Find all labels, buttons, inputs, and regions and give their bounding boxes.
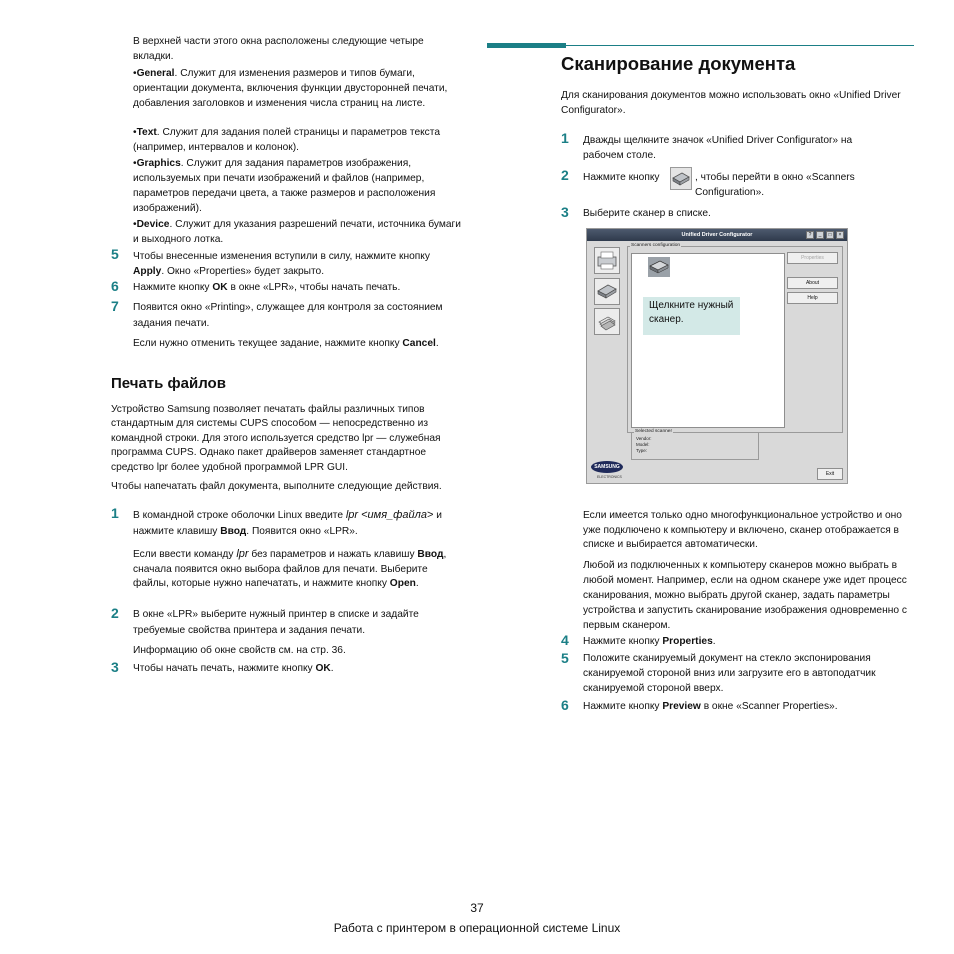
step-number: 6 (561, 697, 569, 713)
print-files-paragraph: Устройство Samsung позволяет печатать файлы различных типов стандартным для системы CUPS способом — непосредственно из командной строки. Для этого используется средство lpr — служебная программа CUPS. Однако пакет драйверов заменяет стандартное средство lpr более удобной программой LPR GUI. (111, 404, 441, 473)
bullet-text: . Служит для задания полей страницы и параметров текста (например, интервалов и колонок). (133, 127, 440, 153)
bullet-text: . Служит для задания параметров изображения, используемых при печати изображений и файлов (например, параметров передачи цвета, а также размеров и расположения изображений). (133, 158, 436, 214)
properties-button[interactable]: Properties (787, 252, 838, 264)
bullet-graphics: •Graphics. Служит для задания параметров изображения, используемых при печати изображений и файлов (например, параметров передачи цвета, а также размеров и расположения изображений). (133, 158, 436, 214)
step-number: 1 (111, 505, 119, 521)
step-double-click: Дважды щелкните значок «Unified Driver Configurator» на рабочем столе. (583, 135, 853, 161)
step-properties: Нажмите кнопку Properties. (583, 636, 716, 647)
bullet-term: Device (136, 219, 170, 230)
lpr-note: Если ввести команду lpr без параметров и нажать клавишу Ввод, сначала появится окно выбора файлов для печати. Выберите файлы, которые нужно напечатать, и нажмите кнопку Open. (133, 548, 447, 589)
bullet-general: •General. Служит для изменения размеров и типов бумаги, ориентации документа, включения функции двусторонней печати, добавления заголовков и изменения числа страниц на листе. (133, 68, 448, 109)
bullet-text: . Служит для изменения размеров и типов бумаги, ориентации документа, включения функции двусторонней печати, добавления заголовков и изменения числа страниц на листе. (133, 68, 448, 109)
help-title-button[interactable]: ? (806, 231, 814, 239)
bullet-device: •Device. Служит для указания разрешений печати, источника бумаги и выходного лотка. (133, 219, 461, 245)
section-heading-scan: Сканирование документа (561, 53, 796, 74)
scan-intro: Для сканирования документов можно использовать окно «Unified Driver Configurator». (561, 90, 901, 116)
help-button[interactable]: Help (787, 292, 838, 304)
window-title: Unified Driver Configurator (587, 229, 847, 241)
scanner-list[interactable] (631, 253, 785, 428)
intro-tabs-paragraph: В верхней части этого окна расположены следующие четыре вкладки. (133, 36, 424, 62)
page-footer: Работа с принтером в операционной системе Linux (333, 921, 621, 935)
step-select-scanner: Выберите сканер в списке. (583, 208, 711, 219)
minimize-button[interactable]: _ (816, 231, 824, 239)
close-button[interactable]: × (836, 231, 844, 239)
step-place-document: Положите сканируемый документ на стекло экспонирования сканируемой стороной вниз или загрузите его в автоподатчик сканируемой стороной вверх. (583, 653, 876, 694)
about-button[interactable]: About (787, 277, 838, 289)
step-lpr-command: В командной строке оболочки Linux введите lpr <имя_файла> и нажмите клавишу Ввод. Появится окно «LPR». (133, 509, 442, 537)
scanner-button-icon[interactable] (670, 167, 692, 190)
step-apply: Чтобы внесенные изменения вступили в силу, нажмите кнопку Apply. Окно «Properties» будет закрыто. (133, 251, 430, 277)
section-heading-print-files: Печать файлов (111, 375, 226, 392)
callout-select-scanner: Щелкните нужный сканер. (643, 297, 740, 335)
bullet-term: General (136, 68, 175, 79)
udc-window (586, 228, 848, 484)
step-number: 7 (111, 298, 119, 314)
step-number: 5 (111, 246, 119, 262)
bullet-term: Graphics (136, 158, 181, 169)
selected-label: Selected scanner (635, 429, 673, 434)
samsung-logo-sub: ELECTRONICS (597, 475, 622, 479)
bullet-text: . Служит для указания разрешений печати, источника бумаги и выходного лотка. (133, 219, 461, 245)
step-ok: Нажмите кнопку OK в окне «LPR», чтобы начать печать. (133, 282, 401, 293)
model-label: Model: (636, 442, 650, 447)
step-scanner-button-text: Нажмите кнопку (583, 172, 660, 183)
scanners-config-button[interactable] (594, 278, 620, 305)
properties-reference: Информацию об окне свойств см. на стр. 36. (133, 645, 346, 656)
bullet-term: Text (136, 127, 157, 138)
print-files-instructions: Чтобы напечатать файл документа, выполните следующие действия. (111, 481, 442, 492)
step-printing: Появится окно «Printing», служащее для контроля за состоянием задания печати. (133, 302, 443, 329)
scanner-list-item[interactable] (648, 257, 670, 277)
header-rule-accent (487, 43, 566, 48)
step-number: 5 (561, 650, 569, 666)
maximize-button[interactable]: □ (826, 231, 834, 239)
page-number: 37 (470, 901, 484, 915)
ports-config-button[interactable] (594, 308, 620, 335)
samsung-logo: SAMSUNG (591, 461, 623, 473)
step-number: 3 (111, 659, 119, 675)
step-number: 3 (561, 204, 569, 220)
step-number: 1 (561, 130, 569, 146)
step-scanner-config-text: , чтобы перейти в окно «Scanners Configuration». (695, 172, 855, 198)
step-number: 6 (111, 278, 119, 294)
step-select-printer: В окне «LPR» выберите нужный принтер в списке и задайте требуемые свойства принтера и задания печати. (133, 609, 419, 636)
group-label: Scanners configuration (631, 243, 681, 248)
vendor-label: Vendor: (636, 436, 652, 441)
exit-button[interactable]: Exit (817, 468, 843, 480)
step-preview: Нажмите кнопку Preview в окне «Scanner Properties». (583, 701, 838, 712)
step-start-print: Чтобы начать печать, нажмите кнопку OK. (133, 663, 334, 674)
printers-config-button[interactable] (594, 247, 620, 274)
step-number: 2 (561, 167, 569, 183)
header-rule-line (566, 45, 914, 46)
multiple-scanners-note: Любой из подключенных к компьютеру сканеров можно выбрать в любой момент. Например, если на одном сканере уже идет процесс сканирования, можно выбрать другой сканер, задать параметры устройства и запустить сканирование изображения одновременно с первым сканером. (583, 560, 907, 631)
step-number: 4 (561, 632, 569, 648)
step-number: 2 (111, 605, 119, 621)
type-label: Type: (636, 448, 648, 453)
single-device-note: Если имеется только одно многофункциональное устройство и оно уже подключено к компьютеру и включено, сканер отображается в списке и выбирается автоматически. (583, 510, 902, 551)
cancel-note: Если нужно отменить текущее задание, нажмите кнопку Cancel. (133, 338, 439, 349)
bullet-text-tab: •Text. Служит для задания полей страницы и параметров текста (например, интервалов и колонок). (133, 127, 440, 153)
